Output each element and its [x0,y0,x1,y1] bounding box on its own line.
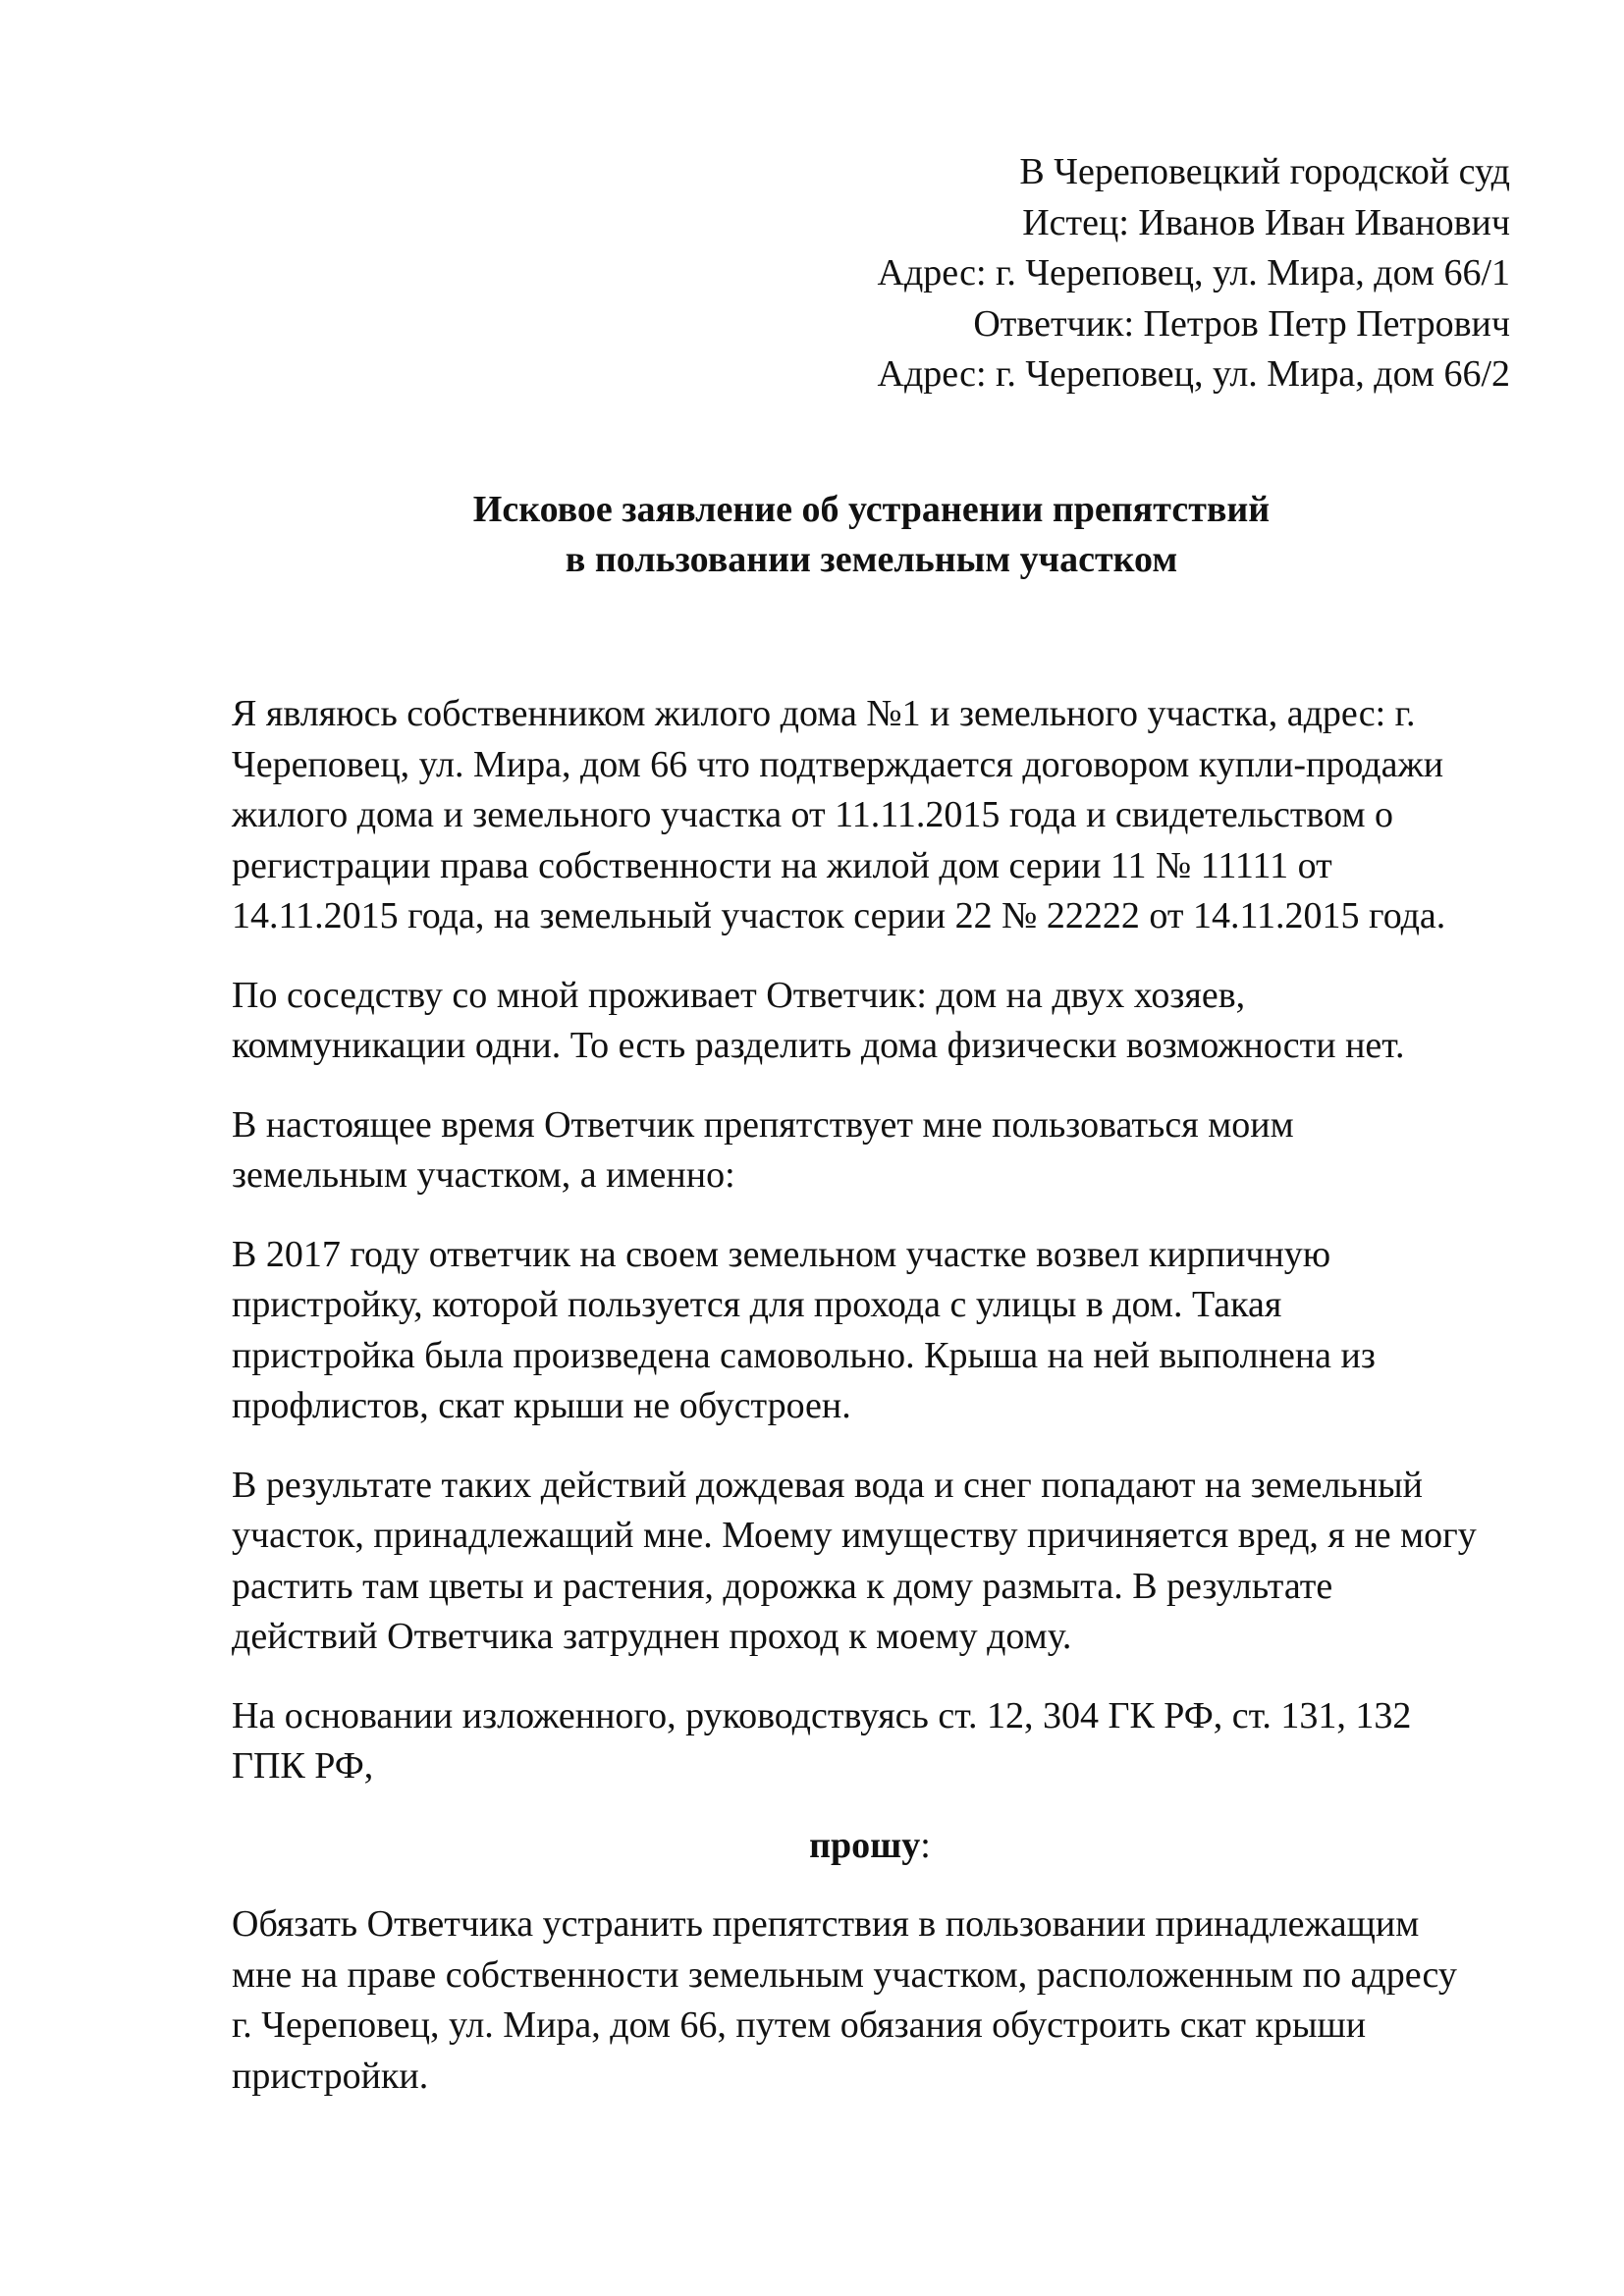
paragraph-legal-basis [232,1691,1528,1792]
text-line: жилого дома и земельного участка от 11.11.2015 года и свидетельством о [232,794,1394,835]
court-name: В Череповецкий городской суд [1019,151,1510,192]
text-line: пристройку, которой пользуется для прохода с улицы в дом. Такая [232,1284,1282,1325]
text-line: коммуникации одни. То есть разделить дома физически возможности нет. [232,1025,1405,1066]
plaintiff-address: Адрес: г. Череповец, ул. Мира, дом 66/1 [877,252,1510,294]
document-title [0,485,1624,585]
text-line: мне на праве собственности земельным участком, расположенным по адресу [232,1953,1457,1996]
paragraph-damage [232,1461,1528,1663]
text-line: пристройка была произведена самовольно. Крыша на ней выполнена из [232,1334,1376,1376]
text-line: регистрации права собственности на жилой дом серии 11 № 11111 от [232,844,1332,886]
text-line: Череповец, ул. Мира, дом 66 что подтверждается договором купли-продажи [232,743,1444,785]
text-line: Обязать Ответчика устранить препятствия в пользовании принадлежащим [232,1903,1420,1945]
text-line: пристройки. [232,2055,429,2097]
text-line: действий Ответчика затруднен проход к моему дому. [232,1616,1072,1657]
text-line: Я являюсь собственником жилого дома №1 и земельного участка, адрес: г. [232,693,1416,734]
paragraph-demand [232,1899,1528,2102]
text-line: В настоящее время Ответчик препятствует мне пользоваться моим [232,1103,1294,1146]
request-heading [232,1821,1508,1872]
paragraph-ownership [232,689,1528,942]
request-colon: : [920,1824,931,1866]
paragraph-obstruction [232,1100,1528,1201]
text-line: 14.11.2015 года, на земельный участок серии 22 № 22222 от 14.11.2015 года. [232,895,1446,936]
text-line: На основании изложенного, руководствуясь ст. 12, 304 ГК РФ, ст. 131, 132 [232,1694,1412,1736]
title-line-1: Исковое заявление об устранении препятствий [472,489,1271,530]
defendant-address: Адрес: г. Череповец, ул. Мира, дом 66/2 [877,353,1510,395]
plaintiff-name: Истец: Иванов Иван Иванович [1022,201,1510,243]
text-line: профлистов, скат крыши не обустроен. [232,1385,851,1426]
text-line: В 2017 году ответчик на своем земельном участке возвел кирпичную [232,1233,1331,1275]
text-line: В результате таких действий дождевая вода и снег попадают на земельный [232,1464,1423,1506]
request-word: прошу [809,1824,921,1866]
text-line: участок, принадлежащий мне. Моему имуществу причиняется вред, я не могу [232,1515,1477,1556]
text-line: По соседству со мной проживает Ответчик: дом на двух хозяев, [232,974,1246,1016]
addressee-block [878,147,1511,400]
text-line: г. Череповец, ул. Мира, дом 66, путем обязания обустроить скат крыши [232,2004,1367,2046]
document-body [232,689,1528,2130]
paragraph-neighbor [232,971,1528,1072]
title-line-2: в пользовании земельным участком [565,539,1178,580]
text-line: растить там цветы и растения, дорожка к дому размыта. В результате [232,1565,1333,1607]
paragraph-extension [232,1230,1528,1432]
text-line: земельным участком, а именно: [232,1154,735,1196]
text-line: ГПК РФ, [232,1745,374,1787]
defendant-name: Ответчик: Петров Петр Петрович [973,302,1510,345]
